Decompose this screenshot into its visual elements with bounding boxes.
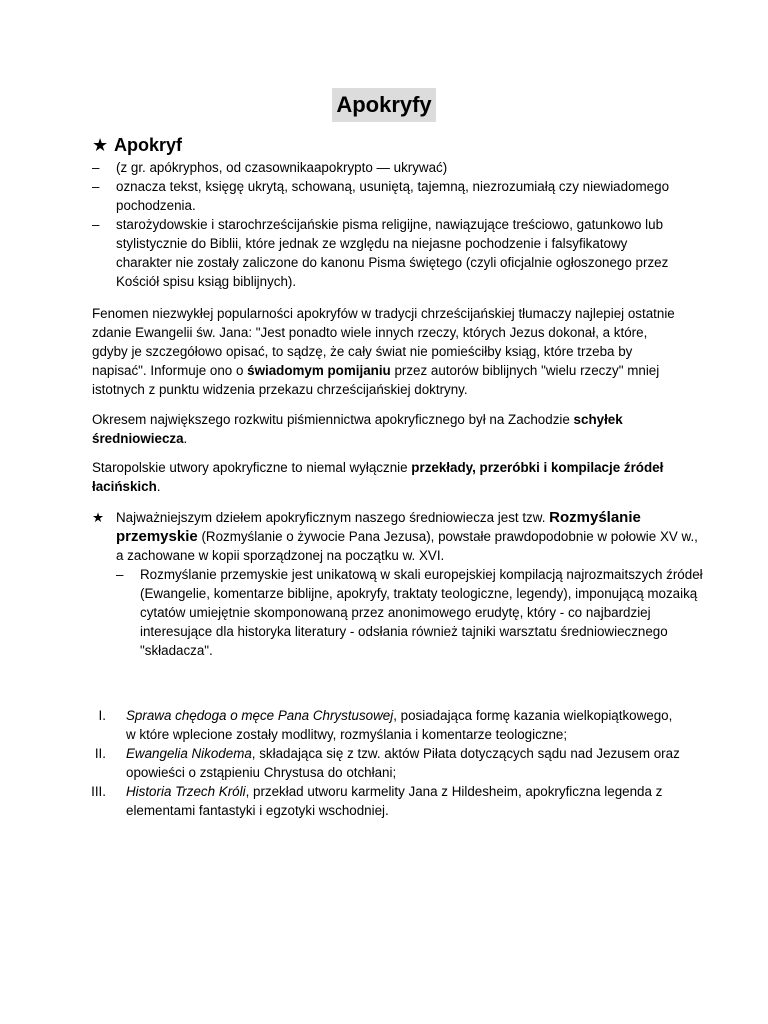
apokryf-section: [92, 134, 682, 291]
star-bullet-icon: ★: [92, 135, 109, 155]
definition-list: [92, 158, 682, 291]
sublist-item: – Rozmyślanie przemyskie jest unikatową w skali europejskiej kompilacją najrozmaitszych źródeł (Ewangelie, komentarze biblijne, apokryfy, traktaty teologiczne, legendy), imponującą mozaiką cytatów umiejętnie skomponowaną przez anonimowego erudytę, który - co najbardziej interesujące dla historyka literatury - odsłania również tajniki warsztatu średniowiecznego "składacza".: [116, 567, 703, 658]
paragraph-okres: Okresem największego rozkwitu piśmiennictwa apokryficznego był na Zachodzie schyłek średniowiecza.: [92, 412, 623, 446]
roman-item: II. Ewangelia Nikodema, składająca się z tzw. aktów Piłata dotyczących sądu nad Jezusem oraz opowieści o zstąpieniu Chrystusa do otchłani;: [94, 746, 680, 780]
roman-item: I. Sprawa chędoga o męce Pana Chrystusowej, posiadająca formę kazania wielkopiątkowego, w które wplecione zostały modlitwy, rozmyślania i komentarze teologiczne;: [98, 708, 673, 742]
rozmyslanie-bullet: [92, 508, 706, 660]
paragraph-fenomen: Fenomen niezwykłej popularności apokryfów w tradycji chrześcijańskiej tłumaczy najlepiej ostatnie zdanie Ewangelii św. Jana: "Jest ponadto wiele innych rzeczy, których Jezus dokonał, a które, gdyby je szczegółowo opisać, to sądzę, że cały świat nie pomieściłby ksiąg, które trzeba by napisać". Informuje ono o świadomym pomijaniu przez autorów biblijnych "wielu rzeczy" mniej istotnych z punktu widzenia przekazu chrześcijańskiej doktryny.: [92, 306, 675, 397]
dash-bullet-icon: –: [92, 217, 100, 232]
dash-bullet-icon: –: [116, 567, 124, 582]
paragraph-staropolskie: Staropolskie utwory apokryficzne to niemal wyłącznie przekłady, przeróbki i kompilacje źródeł łacińskich.: [92, 460, 664, 494]
heading-text: Apokryf: [114, 135, 183, 155]
title-container: [0, 88, 768, 122]
page-title: Apokryfy: [332, 88, 435, 122]
rozmyslanie-sublist: [116, 565, 706, 660]
definition-item: – (z gr. apókryphos, od czasownikaapokrypto — ukrywać): [92, 160, 448, 175]
bullet-text: Najważniejszym dziełem apokryficznym naszego średniowiecza jest tzw. Rozmyślanie przemyskie (Rozmyślanie o żywocie Pana Jezusa), powstałe prawdopodobnie w połowie XV w., a zachowane w kopii sporządzonej na początku w. XVI.: [116, 509, 698, 563]
roman-item: III. Historia Trzech Króli, przekład utworu karmelity Jana z Hildesheim, apokryficzna legenda z elementami fantastyki i egzotyki wschodniej.: [91, 784, 663, 818]
definition-item: – starożydowskie i starochrześcijańskie pisma religijne, nawiązujące treściowo, gatunkowo lub stylistycznie do Biblii, które jednak ze względu na niejasne pochodzenie i falsyfikatowy charakter nie zostały zaliczone do kanonu Pisma świętego (czyli oficjalnie ogłoszonego przez Kościół spisu ksiąg biblijnych).: [92, 217, 669, 289]
star-bullet-icon: ★: [92, 510, 105, 525]
dash-bullet-icon: –: [92, 179, 100, 194]
roman-list: [80, 706, 684, 820]
dash-bullet-icon: –: [92, 160, 100, 175]
section-heading: [92, 134, 682, 156]
definition-item: – oznacza tekst, księgę ukrytą, schowaną, usuniętą, tajemną, niezrozumiałą czy niewiadomego pochodzenia.: [92, 179, 670, 213]
